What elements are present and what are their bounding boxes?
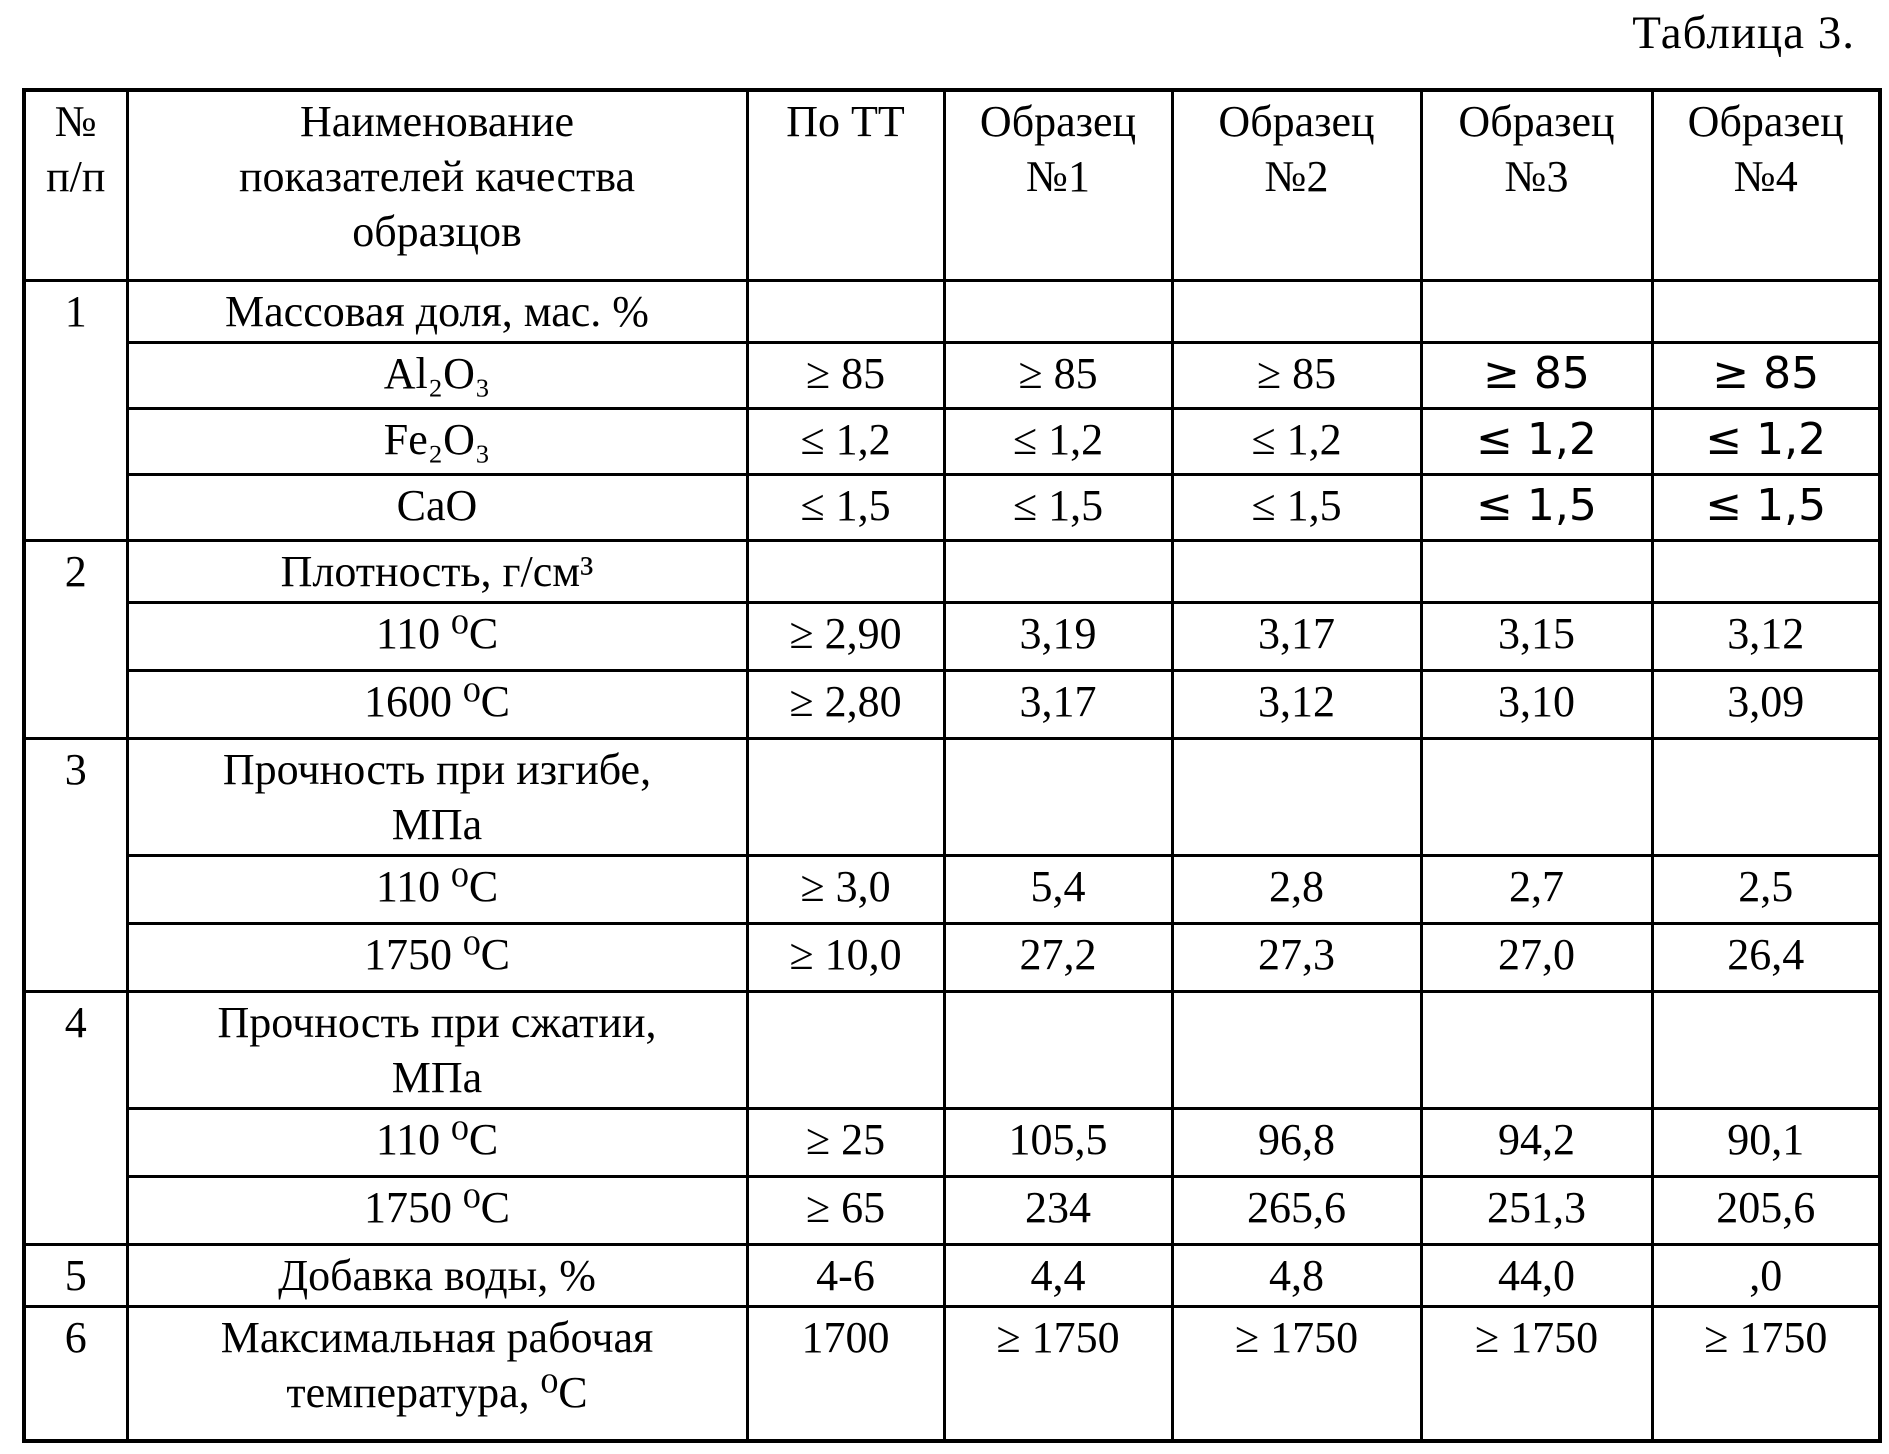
cell-r6-num: 6 [24, 1306, 127, 1441]
row-bending-strength [24, 738, 1880, 855]
cell-empty [1421, 540, 1652, 602]
cell-r6-s3: ≥ 1750 [1421, 1306, 1652, 1441]
cell-r5-s3: 44,0 [1421, 1244, 1652, 1306]
cell-r1a-s4: ≥ 85 [1652, 342, 1880, 408]
cell-r1c-tt: ≤ 1,5 [747, 474, 944, 540]
header-num: № п/п [24, 90, 127, 280]
cell-r4b-s3: 251,3 [1421, 1176, 1652, 1244]
table-header-row [24, 90, 1880, 280]
cell-empty [1652, 280, 1880, 342]
cell-r1b-label: Fe₂O₃ [127, 408, 747, 474]
cell-r4-label: Прочность при сжатии, МПа [127, 991, 747, 1108]
cell-empty [747, 991, 944, 1108]
cell-r2a-s3: 3,15 [1421, 602, 1652, 670]
cell-empty [747, 738, 944, 855]
cell-r2a-s4: 3,12 [1652, 602, 1880, 670]
cell-r4a-s4: 90,1 [1652, 1108, 1880, 1176]
cell-r3b-s3: 27,0 [1421, 923, 1652, 991]
cell-r3-label: Прочность при изгибе, МПа [127, 738, 747, 855]
cell-r1a-tt: ≥ 85 [747, 342, 944, 408]
row-compressive-1750 [24, 1176, 1880, 1244]
header-name: Наименование показателей качества образцов [127, 90, 747, 280]
row-density [24, 540, 1880, 602]
cell-r3b-s2: 27,3 [1172, 923, 1421, 991]
row-compressive-110 [24, 1108, 1880, 1176]
cell-r2b-s3: 3,10 [1421, 670, 1652, 738]
header-sample-3: Образец №3 [1421, 90, 1652, 280]
row-density-110 [24, 602, 1880, 670]
cell-r2a-s1: 3,19 [944, 602, 1172, 670]
cell-r2a-tt: ≥ 2,90 [747, 602, 944, 670]
header-sample-4: Образец №4 [1652, 90, 1880, 280]
cell-empty [1172, 738, 1421, 855]
header-po-tt: По ТТ [747, 90, 944, 280]
cell-r3a-s1: 5,4 [944, 855, 1172, 923]
cell-empty [747, 280, 944, 342]
cell-r2b-tt: ≥ 2,80 [747, 670, 944, 738]
cell-empty [1652, 738, 1880, 855]
cell-r4a-s3: 94,2 [1421, 1108, 1652, 1176]
cell-r5-s4: ,0 [1652, 1244, 1880, 1306]
cell-empty [1172, 540, 1421, 602]
cell-r1b-s1: ≤ 1,2 [944, 408, 1172, 474]
cell-r4a-s2: 96,8 [1172, 1108, 1421, 1176]
cell-r2a-label: 110 ⁰С [127, 602, 747, 670]
cell-r3a-label: 110 ⁰С [127, 855, 747, 923]
cell-r2b-s4: 3,09 [1652, 670, 1880, 738]
cell-r1b-s4: ≤ 1,2 [1652, 408, 1880, 474]
cell-r1c-label: CaO [127, 474, 747, 540]
row-al2o3 [24, 342, 1880, 408]
cell-r2-label: Плотность, г/см³ [127, 540, 747, 602]
cell-r3b-label: 1750 ⁰С [127, 923, 747, 991]
cell-empty [944, 280, 1172, 342]
cell-r4b-s2: 265,6 [1172, 1176, 1421, 1244]
cell-r4-num: 4 [24, 991, 127, 1244]
cell-r4b-label: 1750 ⁰С [127, 1176, 747, 1244]
cell-empty [1421, 738, 1652, 855]
cell-r5-tt: 4-6 [747, 1244, 944, 1306]
cell-r6-s1: ≥ 1750 [944, 1306, 1172, 1441]
cell-r5-s1: 4,4 [944, 1244, 1172, 1306]
cell-r3a-s3: 2,7 [1421, 855, 1652, 923]
cell-r1b-s2: ≤ 1,2 [1172, 408, 1421, 474]
cell-r6-tt: 1700 [747, 1306, 944, 1441]
cell-r1a-s2: ≥ 85 [1172, 342, 1421, 408]
cell-r4a-tt: ≥ 25 [747, 1108, 944, 1176]
cell-r3a-tt: ≥ 3,0 [747, 855, 944, 923]
cell-r4b-s4: 205,6 [1652, 1176, 1880, 1244]
cell-r4b-tt: ≥ 65 [747, 1176, 944, 1244]
cell-r6-s2: ≥ 1750 [1172, 1306, 1421, 1441]
cell-r3a-s4: 2,5 [1652, 855, 1880, 923]
cell-r3-num: 3 [24, 738, 127, 991]
cell-empty [1172, 991, 1421, 1108]
cell-r1b-tt: ≤ 1,2 [747, 408, 944, 474]
row-density-1600 [24, 670, 1880, 738]
cell-r3a-s2: 2,8 [1172, 855, 1421, 923]
cell-r6-label: Максимальная рабочая температура, ⁰С [127, 1306, 747, 1441]
row-bending-110 [24, 855, 1880, 923]
cell-r1-label: Массовая доля, мас. % [127, 280, 747, 342]
cell-r1-num: 1 [24, 280, 127, 540]
cell-r1c-s4: ≤ 1,5 [1652, 474, 1880, 540]
row-cao [24, 474, 1880, 540]
cell-empty [1421, 280, 1652, 342]
row-water-addition [24, 1244, 1880, 1306]
cell-empty [944, 991, 1172, 1108]
cell-empty [944, 540, 1172, 602]
cell-empty [1421, 991, 1652, 1108]
cell-empty [747, 540, 944, 602]
cell-r2b-s1: 3,17 [944, 670, 1172, 738]
cell-r1b-s3: ≤ 1,2 [1421, 408, 1652, 474]
cell-r5-num: 5 [24, 1244, 127, 1306]
cell-empty [1652, 991, 1880, 1108]
cell-r1a-label: Al₂O₃ [127, 342, 747, 408]
cell-r2-num: 2 [24, 540, 127, 738]
cell-r2a-s2: 3,17 [1172, 602, 1421, 670]
cell-r2b-label: 1600 ⁰С [127, 670, 747, 738]
cell-r1c-s1: ≤ 1,5 [944, 474, 1172, 540]
cell-r6-s4: ≥ 1750 [1652, 1306, 1880, 1441]
cell-r5-label: Добавка воды, % [127, 1244, 747, 1306]
row-mass-fraction [24, 280, 1880, 342]
row-fe2o3 [24, 408, 1880, 474]
row-max-temperature [24, 1306, 1880, 1441]
row-bending-1750 [24, 923, 1880, 991]
cell-r1a-s1: ≥ 85 [944, 342, 1172, 408]
cell-r1c-s2: ≤ 1,5 [1172, 474, 1421, 540]
cell-r5-s2: 4,8 [1172, 1244, 1421, 1306]
cell-r3b-s1: 27,2 [944, 923, 1172, 991]
cell-r3b-tt: ≥ 10,0 [747, 923, 944, 991]
cell-r4a-s1: 105,5 [944, 1108, 1172, 1176]
cell-r2b-s2: 3,12 [1172, 670, 1421, 738]
quality-indicators-table [22, 88, 1882, 1443]
cell-empty [944, 738, 1172, 855]
cell-r1c-s3: ≤ 1,5 [1421, 474, 1652, 540]
page-title: Таблица 3. [1632, 7, 1855, 59]
cell-empty [1172, 280, 1421, 342]
cell-r3b-s4: 26,4 [1652, 923, 1880, 991]
cell-r4b-s1: 234 [944, 1176, 1172, 1244]
cell-empty [1652, 540, 1880, 602]
header-sample-1: Образец №1 [944, 90, 1172, 280]
cell-r1a-s3: ≥ 85 [1421, 342, 1652, 408]
header-sample-2: Образец №2 [1172, 90, 1421, 280]
row-compressive-strength [24, 991, 1880, 1108]
cell-r4a-label: 110 ⁰С [127, 1108, 747, 1176]
